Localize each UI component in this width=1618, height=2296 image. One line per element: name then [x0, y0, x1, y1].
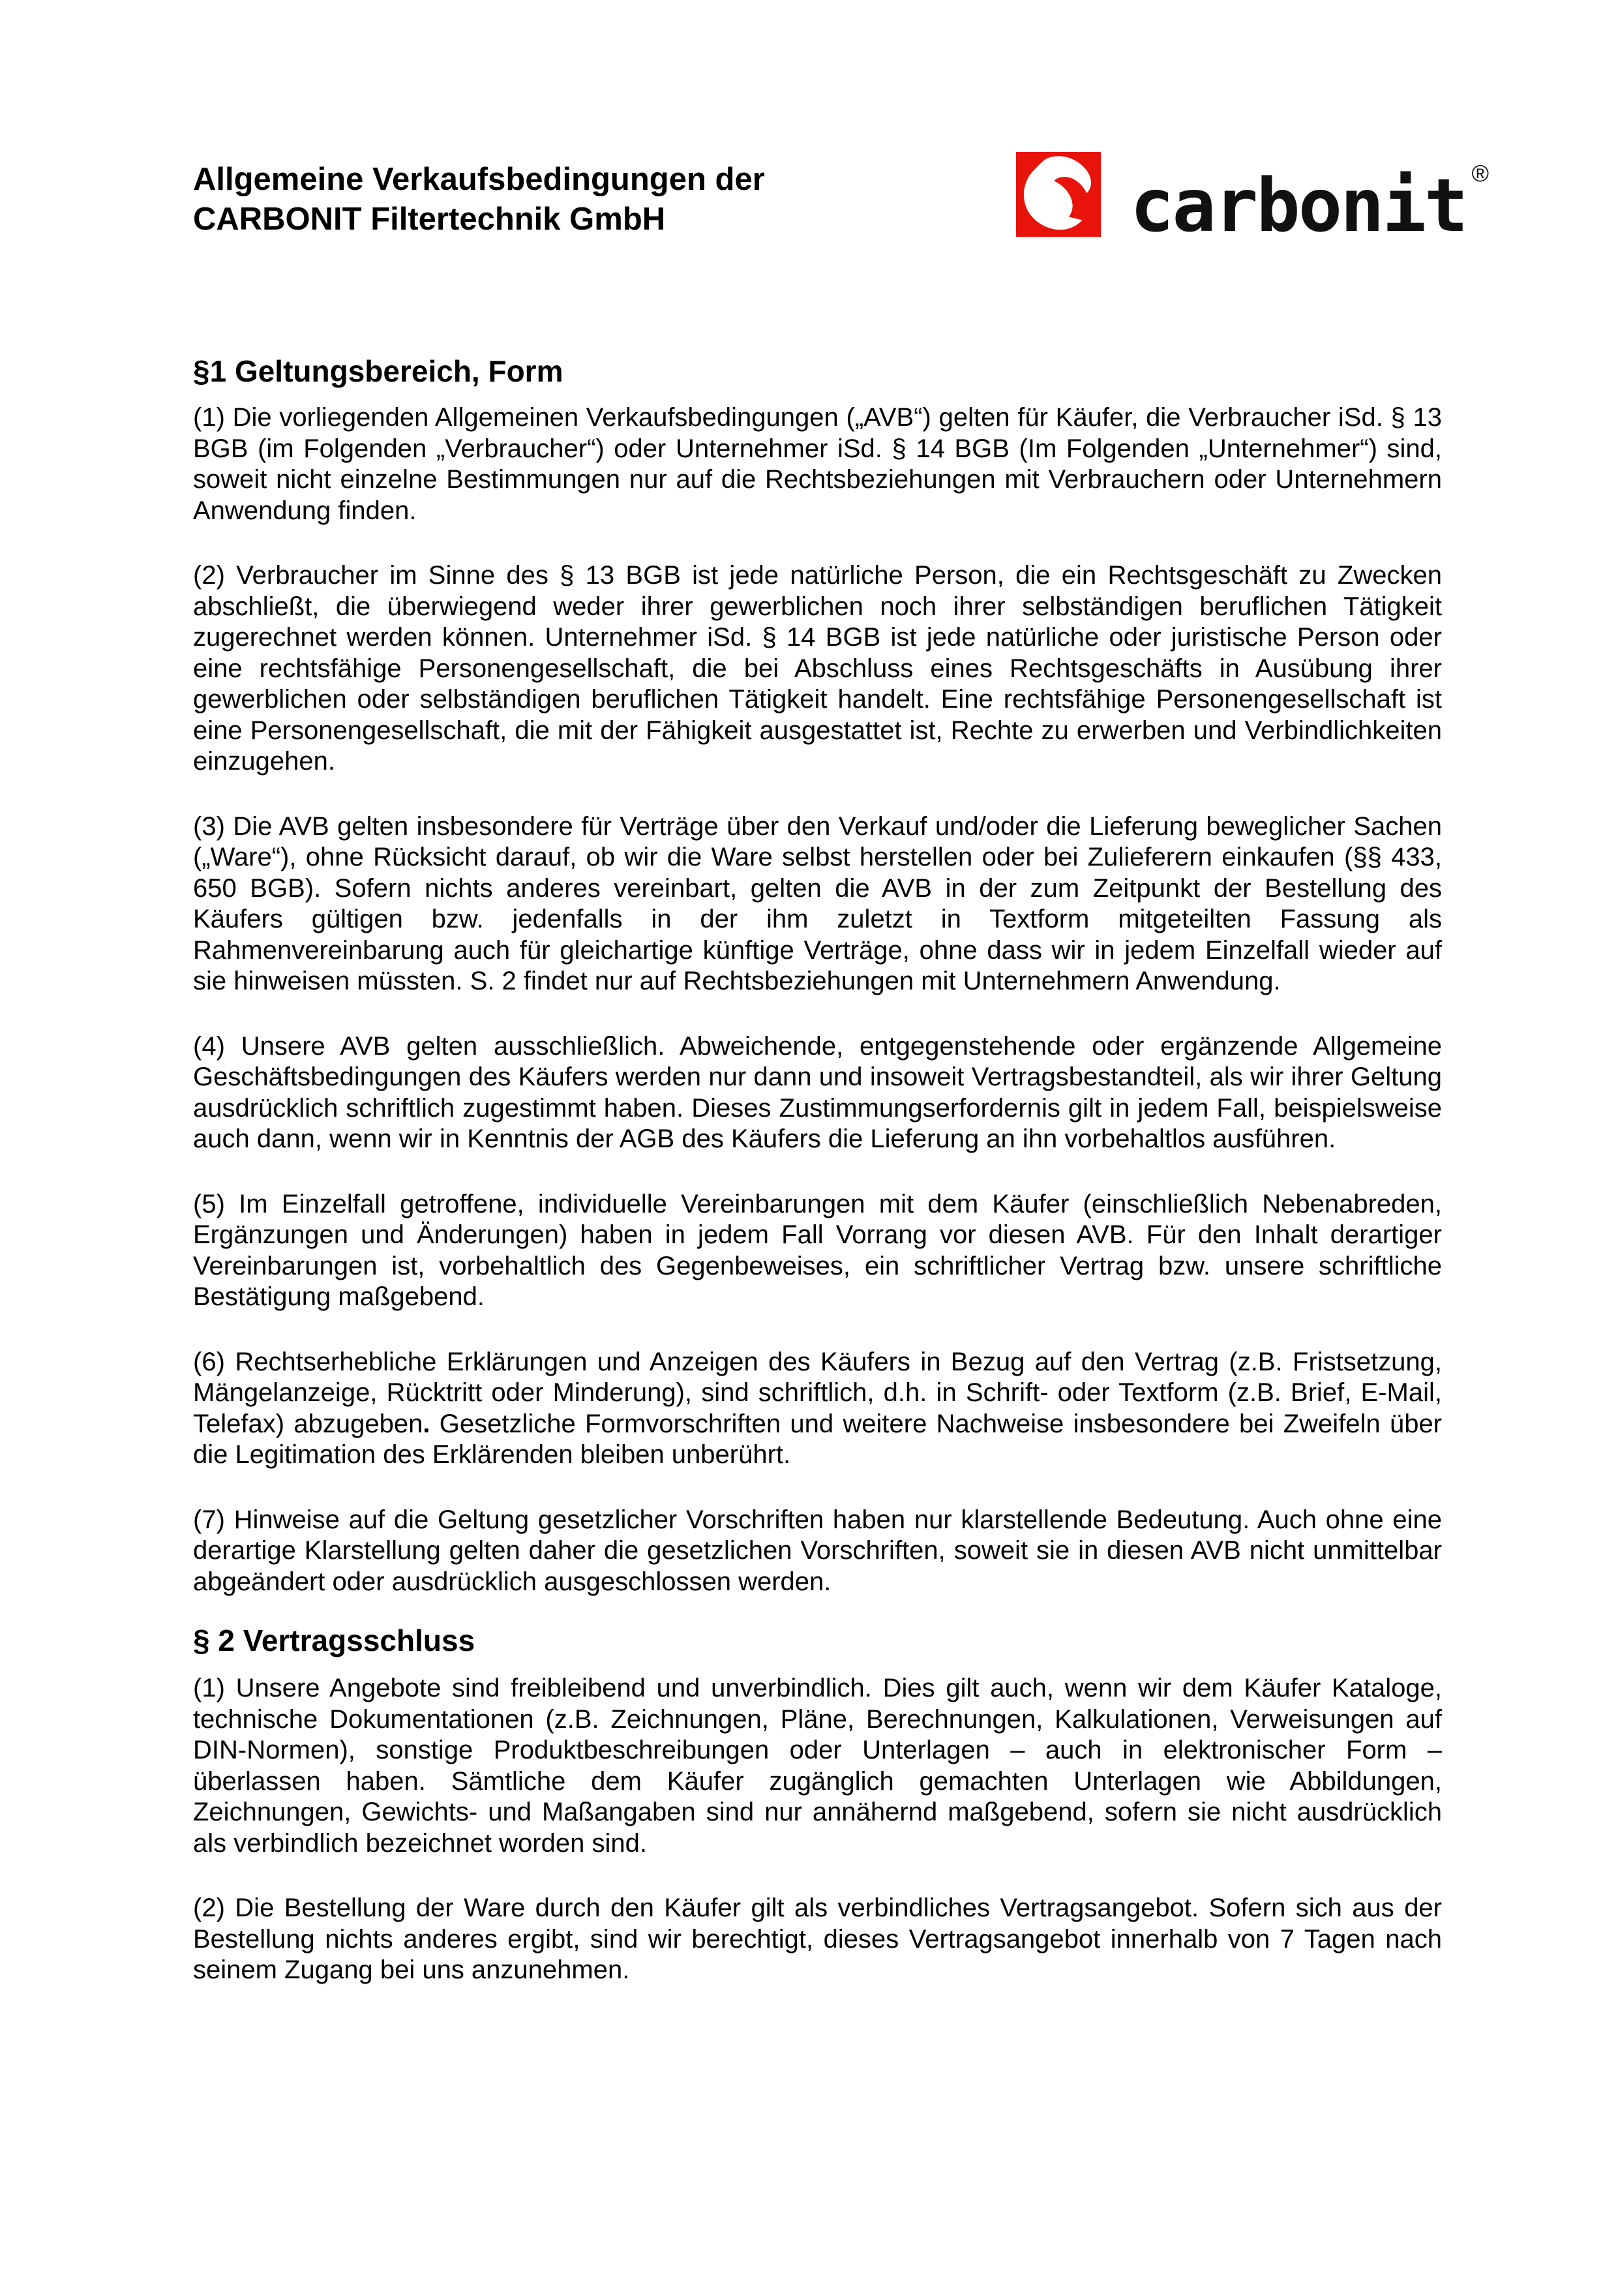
text-run: (1) Unsere Angebote sind freibleibend und unverbindlich. Dies gilt auch, wenn wir dem Käufer Kataloge, technische Dokumentationen (z.B. Zeichnungen, Pläne, Berechnungen, Kalkulationen, Verweisungen auf DIN-Normen), sonstige Produktbeschreibungen oder Unterlagen – auch in elektronischer Form – überlassen haben. Sämtliche dem Käufer zugänglich gemachten Unterlagen wie Abbildungen, Zeichnungen, Gewichts- und Maßangaben sind nur annähernd maßgebend, sofern sie nicht ausdrücklich als verbindlich bezeichnet worden sind.: [193, 1674, 1442, 1858]
text-run: (7) Hinweise auf die Geltung gesetzlicher Vorschriften haben nur klarstellende Bedeutung. Auch ohne eine derartige Klarstellung gelten daher die gesetzlichen Vorschriften, soweit sie in diesen AVB nicht unmittelbar abgeändert oder ausdrücklich ausgeschlossen werden.: [193, 1505, 1442, 1596]
paragraph: [193, 560, 1442, 778]
text-run: (4) Unsere AVB gelten ausschließlich. Abweichende, entgegenstehende oder ergänzende Allgemeine Geschäftsbedingungen des Käufers werden nur dann und insoweit Vertragsbestandteil, als wir ihrer Geltung ausdrücklich schriftlich zugestimmt haben. Dieses Zustimmungserfordernis gilt in jedem Fall, beispielsweise auch dann, wenn wir in Kenntnis der AGB des Käufers die Lieferung an ihn vorbehaltlos ausführen.: [193, 1031, 1442, 1153]
title-line-1: Allgemeine Verkaufsbedingungen der: [193, 162, 765, 197]
logo-wordmark: carbonit: [1130, 164, 1467, 249]
paragraph: [193, 1189, 1442, 1313]
text-run: (6) Rechtserhebliche Erklärungen und Anzeigen des Käufers in Bezug auf den Vertrag (z.B. Fristsetzung, Mängelanzeige, Rücktritt oder Minderung), sind schriftlich, d.h. in Schrift- oder Textform (z.B. Brief, E-Mail, Telefax) abzugeben: [193, 1347, 1442, 1438]
section-heading: § 2 Vertragsschluss: [193, 1624, 475, 1657]
document-title: [193, 160, 765, 239]
text-run: .: [423, 1409, 430, 1438]
paragraph: [193, 1893, 1442, 1986]
paragraph: [193, 1673, 1442, 1859]
text-run: Gesetzliche Formvorschriften und weitere Nachweise insbesondere bei Zweifeln über die Legitimation des Erklärenden bleiben unberührt.: [193, 1409, 1443, 1469]
text-run: (2) Verbraucher im Sinne des § 13 BGB ist jede natürliche Person, die ein Rechtsgeschäft zu Zwecken abschließt, die überwiegend weder ihrer gewerblichen noch ihrer selbständigen beruflichen Tätigkeit zugerechnet werden können. Unternehmer iSd. § 14 BGB ist jede natürliche oder juristische Person oder eine rechtsfähige Personengesellschaft, die bei Abschluss eines Rechtsgeschäfts in Ausübung ihrer gewerblichen oder selbständigen beruflichen Tätigkeit handelt. Eine rechtsfähige Personengesellschaft ist eine Personengesellschaft, die mit der Fähigkeit ausgestattet ist, Rechte zu erwerben und Verbindlichkeiten einzugehen.: [193, 561, 1442, 776]
carbonit-swirl-icon: [1016, 152, 1101, 237]
text-run: (1) Die vorliegenden Allgemeinen Verkaufsbedingungen („AVB“) gelten für Käufer, die Verbraucher iSd. § 13 BGB (im Folgenden „Verbraucher“) oder Unternehmer iSd. § 14 BGB (Im Folgenden „Unternehmer“) sind, soweit nicht einzelne Bestimmungen nur auf die Rechtsbeziehungen mit Verbrauchern oder Unternehmern Anwendung finden.: [193, 403, 1442, 525]
text-run: (5) Im Einzelfall getroffene, individuelle Vereinbarungen mit dem Käufer (einschließlich Nebenabreden, Ergänzungen und Änderungen) haben in jedem Fall Vorrang vor diesen AVB. Für den Inhalt derartiger Vereinbarungen ist, vorbehaltlich des Gegenbeweises, ein schriftlicher Vertrag bzw. unsere schriftliche Bestätigung maßgebend.: [193, 1189, 1442, 1311]
company-logo: [1016, 152, 1489, 249]
text-run: (3) Die AVB gelten insbesondere für Verträge über den Verkauf und/oder die Lieferung beweglicher Sachen („Ware“), ohne Rücksicht darauf, ob wir die Ware selbst herstellen oder bei Zulieferern einkaufen (§§ 433, 650 BGB). Sofern nichts anderes vereinbart, gelten die AVB in der zum Zeitpunkt der Bestellung des Käufers gültigen bzw. jedenfalls in der ihm zuletzt in Textform mitgeteilten Fassung als Rahmenvereinbarung auch für gleichartige künftige Verträge, ohne dass wir in jedem Einzelfall wieder auf sie hinweisen müssten. S. 2 findet nur auf Rechtsbeziehungen mit Unternehmern Anwendung.: [193, 811, 1442, 995]
title-line-2: CARBONIT Filtertechnik GmbH: [193, 202, 666, 237]
paragraph: [193, 1031, 1442, 1155]
registered-trademark-symbol: ®: [1471, 160, 1489, 187]
text-run: (2) Die Bestellung der Ware durch den Käufer gilt als verbindliches Vertragsangebot. Sofern sich aus der Bestellung nichts anderes ergibt, sind wir berechtigt, dieses Vertragsangebot innerhalb von 7 Tagen nach seinem Zugang bei uns anzunehmen.: [193, 1894, 1442, 1984]
paragraph: [193, 1505, 1442, 1598]
section-heading: §1 Geltungsbereich, Form: [193, 354, 563, 388]
paragraph: [193, 811, 1442, 997]
paragraph: [193, 1347, 1442, 1471]
paragraph: [193, 402, 1442, 526]
sections: [193, 353, 1442, 2020]
